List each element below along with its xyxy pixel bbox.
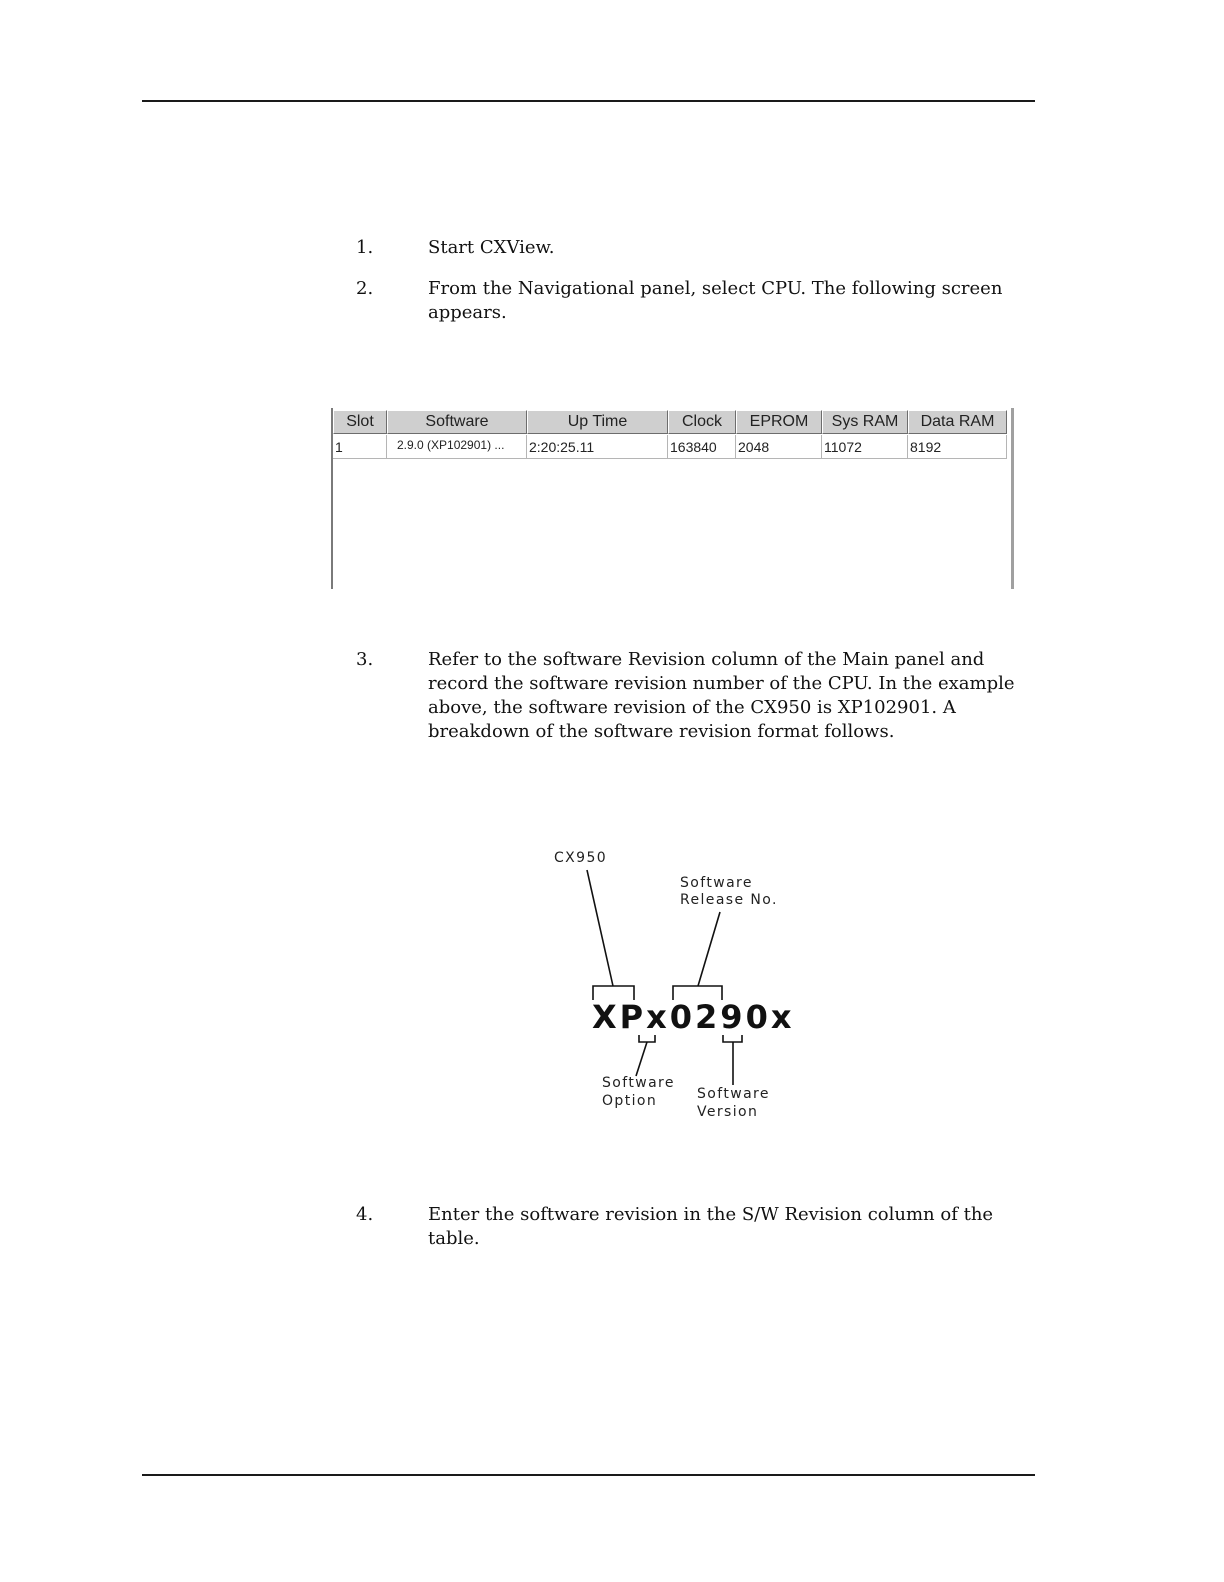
step-number: 4.	[356, 1204, 374, 1225]
revision-format-diagram	[540, 840, 820, 1140]
step-number: 1.	[356, 237, 374, 258]
cpu-main-panel-screenshot	[331, 408, 1014, 589]
model-label: CX950	[554, 850, 608, 866]
version-bracket	[723, 1035, 742, 1042]
cell-eprom: 2048	[736, 435, 822, 459]
step-text: Start CXView.	[428, 237, 555, 258]
option-bracket	[639, 1035, 655, 1042]
cell-slot: 1	[333, 435, 387, 459]
cell-software: 2.9.0 (XP102901) ...	[387, 435, 527, 459]
cell-sys-ram: 11072	[822, 435, 908, 459]
step-text: From the Navigational panel, select CPU. The following screen appears.	[428, 278, 1003, 323]
cell-clock: 163840	[668, 435, 736, 459]
model-leader-line	[587, 870, 613, 986]
column-header-clock[interactable]: Clock	[668, 410, 736, 434]
release-leader-line	[698, 912, 720, 986]
table-header-row	[333, 410, 1007, 434]
version-label-line2: Version	[697, 1104, 759, 1120]
step-number: 2.	[356, 278, 374, 299]
revision-code: XPx0290x	[592, 998, 795, 1036]
column-header-eprom[interactable]: EPROM	[736, 410, 822, 434]
cell-data-ram: 8192	[908, 435, 1007, 459]
column-header-slot[interactable]: Slot	[333, 410, 387, 434]
header-rule	[142, 100, 1035, 102]
column-header-software[interactable]: Software	[387, 410, 527, 434]
column-header-data-ram[interactable]: Data RAM	[908, 410, 1007, 434]
column-header-sys-ram[interactable]: Sys RAM	[822, 410, 908, 434]
step-text: Refer to the software Revision column of the Main panel and record the software revision number of the CPU. In the example above, the software revision of the CX950 is XP102901. A breakdown of the software revision format follows.	[428, 649, 1015, 742]
step-number: 3.	[356, 649, 374, 670]
cell-up-time: 2:20:25.11	[527, 435, 668, 459]
release-label-line1: Software	[680, 875, 753, 891]
release-label-line2: Release No.	[680, 892, 778, 908]
option-leader-line	[636, 1042, 647, 1076]
step-text: Enter the software revision in the S/W Revision column of the table.	[428, 1204, 994, 1249]
option-label-line2: Option	[602, 1093, 658, 1109]
option-label-line1: Software	[602, 1075, 675, 1091]
table-row[interactable]	[333, 435, 1007, 459]
version-label-line1: Software	[697, 1086, 770, 1102]
column-header-up-time[interactable]: Up Time	[527, 410, 668, 434]
footer-rule	[142, 1474, 1035, 1476]
